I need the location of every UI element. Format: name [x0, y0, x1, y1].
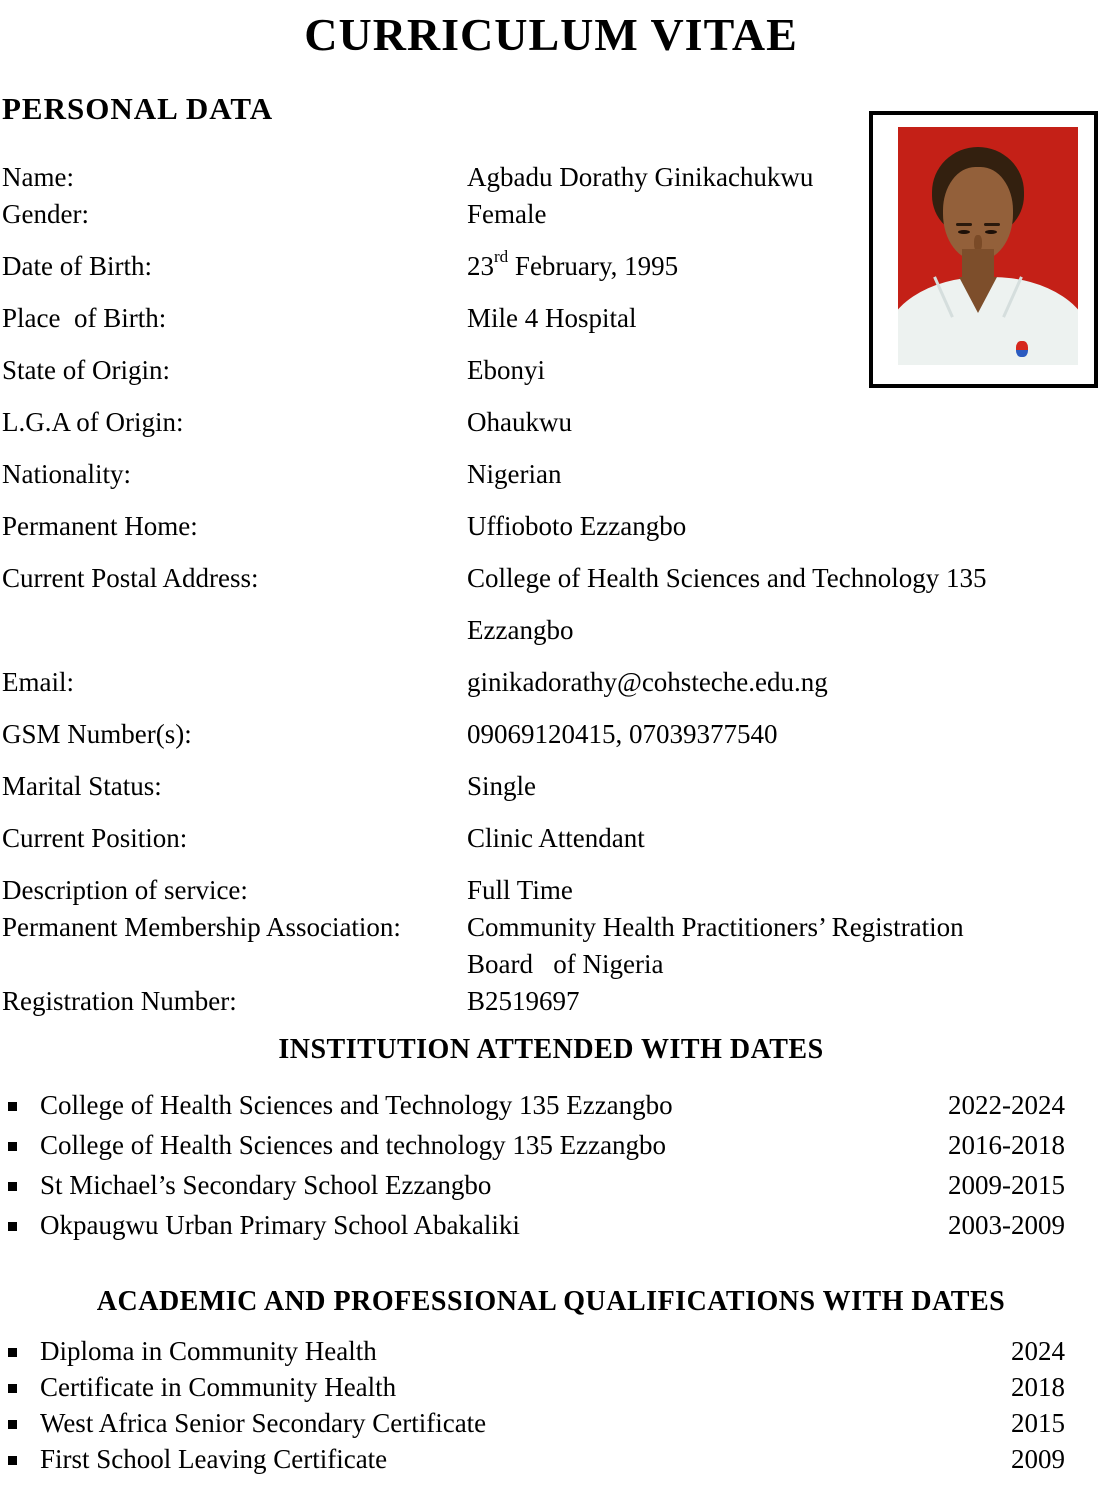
dob-day: 23	[467, 251, 494, 281]
bullet-icon	[8, 1348, 17, 1357]
passport-photo	[898, 127, 1078, 365]
qualification-dates: 2018	[1011, 1372, 1065, 1402]
qualification-name: Diploma in Community Health	[40, 1336, 377, 1366]
field-label: Current Postal Address:	[2, 563, 259, 593]
dob-rest: February, 1995	[508, 251, 679, 281]
field-label: GSM Number(s):	[2, 719, 192, 749]
institution-row	[8, 1128, 1065, 1162]
field-label: Place of Birth:	[2, 303, 167, 333]
field-label	[2, 947, 467, 981]
qualification-row	[8, 1370, 1065, 1404]
field-value: Nigerian	[467, 459, 562, 489]
institution-name: St Michael’s Secondary School Ezzangbo	[40, 1170, 492, 1200]
field-value: Ezzangbo	[467, 615, 574, 645]
institution-dates: 2009-2015	[948, 1170, 1065, 1200]
photo-shirt-logo	[1016, 341, 1028, 357]
institution-name: College of Health Sciences and Technology 135 Ezzangbo	[40, 1090, 673, 1120]
qualification-name: First School Leaving Certificate	[40, 1444, 388, 1474]
field-label: Email:	[2, 667, 74, 697]
dob-ordinal: rd	[494, 247, 509, 266]
institution-dates: 2022-2024	[948, 1090, 1065, 1120]
field-label: Description of service:	[2, 875, 248, 905]
field-value: Uffioboto Ezzangbo	[467, 511, 687, 541]
field-value: ginikadorathy@cohsteche.edu.ng	[467, 667, 828, 697]
qualification-dates: 2024	[1011, 1336, 1065, 1366]
qualifications-heading: ACADEMIC AND PROFESSIONAL QUALIFICATIONS WITH DATES	[96, 1286, 1006, 1317]
bullet-icon	[8, 1384, 17, 1393]
photo-eye-shape	[985, 230, 997, 234]
qualification-dates: 2009	[1011, 1444, 1065, 1474]
bullet-icon	[8, 1142, 17, 1151]
qualification-row	[8, 1334, 1065, 1368]
institution-name: College of Health Sciences and technology 135 Ezzangbo	[40, 1130, 667, 1160]
field-label: Permanent Membership Association:	[2, 912, 401, 942]
field-value: Full Time	[467, 875, 573, 905]
institution-dates: 2003-2009	[948, 1210, 1065, 1240]
bullet-icon	[8, 1420, 17, 1429]
field-value: 09069120415, 07039377540	[467, 719, 778, 749]
field-value: Female	[467, 199, 547, 229]
field-row-postal-address	[2, 561, 1102, 595]
photo-eye-shape	[958, 230, 970, 234]
field-row-registration-number	[2, 984, 1102, 1018]
bullet-icon	[8, 1222, 17, 1231]
field-value: Mile 4 Hospital	[467, 303, 637, 333]
institution-dates: 2016-2018	[948, 1130, 1065, 1160]
field-value: Board of Nigeria	[467, 949, 664, 979]
field-label: Gender:	[2, 199, 89, 229]
field-row-service-description	[2, 873, 1102, 907]
qualification-name: Certificate in Community Health	[40, 1372, 397, 1402]
field-label: Current Position:	[2, 823, 188, 853]
qualification-name: West Africa Senior Secondary Certificate	[40, 1408, 487, 1438]
institutions-heading: INSTITUTION ATTENDED WITH DATES	[278, 1034, 824, 1065]
photo-brow-shape	[956, 223, 972, 226]
field-label: Permanent Home:	[2, 511, 198, 541]
photo-brow-shape	[984, 223, 1000, 226]
photo-collar-v-shape	[959, 277, 997, 313]
field-value: Community Health Practitioners’ Registration	[467, 912, 964, 942]
field-row-current-position	[2, 821, 1102, 855]
qualifications-list	[8, 1334, 1065, 1476]
bullet-icon	[8, 1102, 17, 1111]
field-label: Date of Birth:	[2, 251, 152, 281]
qualification-dates: 2015	[1011, 1408, 1065, 1438]
field-label: State of Origin:	[2, 355, 170, 385]
field-value: Ebonyi	[467, 355, 545, 385]
field-value: Agbadu Dorathy Ginikachukwu	[467, 162, 814, 192]
field-value: B2519697	[467, 986, 580, 1016]
field-row-marital-status	[2, 769, 1102, 803]
field-value: Clinic Attendant	[467, 823, 645, 853]
qualification-row	[8, 1442, 1065, 1476]
field-row-permanent-home	[2, 509, 1102, 543]
field-row-postal-address-line2	[2, 613, 1102, 647]
passport-photo-frame	[869, 111, 1098, 388]
field-value: Single	[467, 771, 537, 801]
institution-row	[8, 1208, 1065, 1242]
field-label: L.G.A of Origin:	[2, 407, 184, 437]
field-label: Registration Number:	[2, 986, 237, 1016]
bullet-icon	[8, 1456, 17, 1465]
field-label: Marital Status:	[2, 771, 162, 801]
field-row-lga-of-origin	[2, 405, 1102, 439]
field-value: College of Health Sciences and Technology 135	[467, 563, 987, 593]
personal-data-heading: PERSONAL DATA	[2, 91, 274, 126]
institution-row	[8, 1088, 1065, 1122]
field-label: Nationality:	[2, 459, 131, 489]
field-label	[2, 613, 467, 647]
field-row-email	[2, 665, 1102, 699]
bullet-icon	[8, 1182, 17, 1191]
field-row-membership-association-line2	[2, 947, 1102, 981]
document-title: CURRICULUM VITAE	[304, 9, 798, 60]
institution-row	[8, 1168, 1065, 1202]
institution-name: Okpaugwu Urban Primary School Abakaliki	[40, 1210, 520, 1240]
institutions-list	[8, 1088, 1065, 1242]
field-row-gsm-numbers	[2, 717, 1102, 751]
field-row-nationality	[2, 457, 1102, 491]
qualification-row	[8, 1406, 1065, 1440]
field-row-membership-association	[2, 910, 1102, 944]
field-label: Name:	[2, 162, 74, 192]
field-value: Ohaukwu	[467, 407, 572, 437]
